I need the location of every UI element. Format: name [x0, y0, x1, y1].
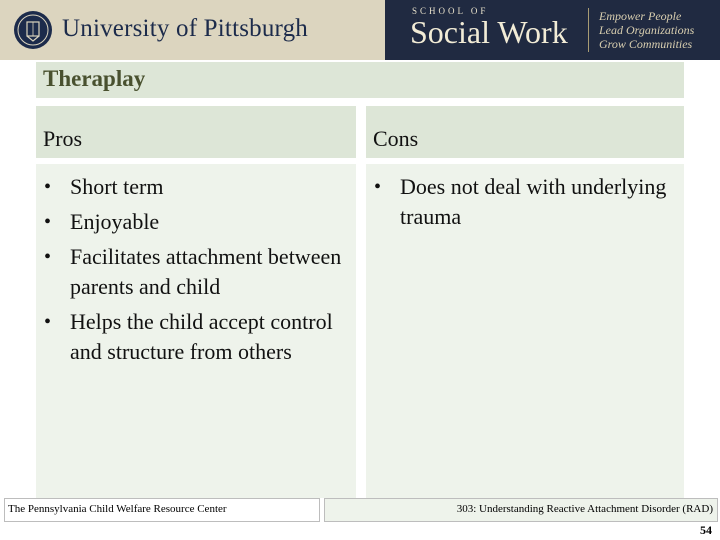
slide-title: Theraplay — [43, 66, 146, 91]
footer-right — [324, 498, 718, 522]
social-work-label: Social Work — [410, 14, 568, 50]
university-seal-icon — [13, 10, 53, 50]
school-of-label: SCHOOL OF — [412, 6, 489, 16]
cons-list — [374, 172, 678, 237]
list-item: • Does not deal with underlying trauma — [374, 172, 678, 232]
cons-panel — [366, 164, 684, 498]
list-item: • Short term — [44, 172, 350, 202]
footer-left — [4, 498, 320, 522]
footer-organization: The Pennsylvania Child Welfare Resource Center — [8, 503, 227, 515]
pros-header — [36, 106, 356, 158]
logo-divider — [588, 8, 589, 52]
university-name: University of Pittsburgh — [62, 15, 309, 42]
tagline-3: Grow Communities — [599, 37, 693, 51]
footer-course: 303: Understanding Reactive Attachment Disorder (RAD) — [456, 503, 713, 515]
tagline-1: Empower People — [599, 9, 682, 23]
cons-heading: Cons — [373, 126, 419, 151]
university-logo — [0, 0, 385, 60]
list-item: • Enjoyable — [44, 207, 350, 237]
header-banner — [0, 0, 720, 60]
tagline-2: Lead Organizations — [599, 23, 695, 37]
cons-header — [366, 106, 684, 158]
pros-list — [44, 172, 350, 372]
pros-panel — [36, 164, 356, 498]
pros-heading: Pros — [43, 126, 83, 151]
page-number: 54 — [700, 523, 712, 537]
list-item: • Facilitates attachment between parents and child — [44, 242, 350, 302]
list-item: • Helps the child accept control and structure from others — [44, 307, 350, 367]
